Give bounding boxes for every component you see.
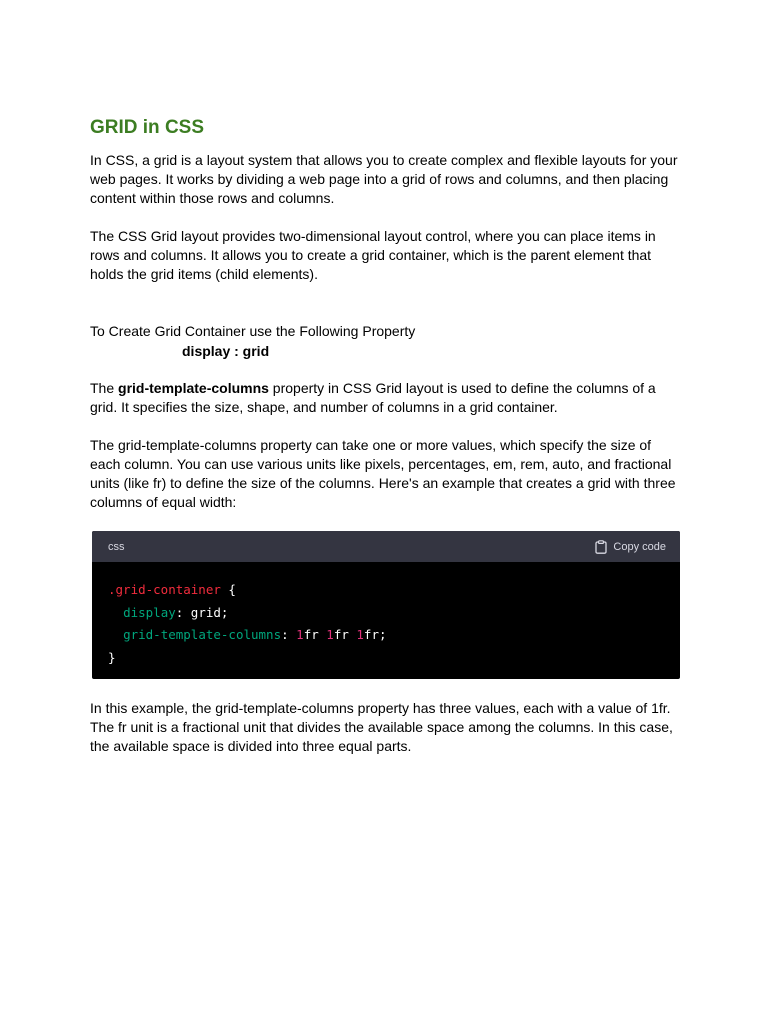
code-unit-1: fr — [303, 627, 327, 642]
grid-layout-paragraph: The CSS Grid layout provides two-dimensional layout control, where you can place items in rows and columns. It allows you to create a grid container, which is the parent element that holds the grid items (child elements). — [90, 228, 656, 282]
page-title: GRID in CSS — [90, 117, 205, 138]
code-value-display: : grid; — [175, 604, 229, 620]
display-grid-property: display : grid — [182, 343, 270, 359]
code-line-2 — [108, 602, 664, 625]
code-colon: : — [281, 627, 297, 642]
template-columns-bold: grid-template-columns — [118, 380, 269, 396]
code-block — [92, 531, 680, 679]
code-number-2: 1 — [326, 627, 334, 642]
code-line-4 — [108, 647, 664, 670]
create-container-paragraph: To Create Grid Container use the Following Property — [90, 323, 416, 339]
clipboard-icon — [595, 540, 607, 554]
code-line-3 — [108, 624, 664, 647]
values-paragraph: The grid-template-columns property can take one or more values, which specify the size of each column. You can use various units like pixels, percentages, em, rem, auto, and fractional units (like fr) to define the size of the columns. Here's an example that creates a grid with three columns of equal width: — [90, 437, 676, 510]
code-property-display: display — [123, 604, 176, 620]
code-number-1: 1 — [296, 627, 304, 642]
code-header — [92, 531, 680, 562]
copy-code-button[interactable] — [595, 540, 666, 554]
intro-paragraph: In CSS, a grid is a layout system that allows you to create complex and flexible layouts for your web pages. It works by dividing a web page into a grid of rows and columns, and then placing content within those rows and columns. — [90, 152, 678, 206]
example-explanation-paragraph: In this example, the grid-template-columns property has three values, each with a value of 1fr. The fr unit is a fractional unit that divides the available space among the columns. In this case, the available space is divided into three equal parts. — [90, 700, 673, 754]
copy-code-label: Copy code — [613, 540, 666, 553]
code-close-brace: } — [108, 649, 116, 665]
code-unit-3: fr; — [363, 627, 387, 642]
code-content[interactable] — [92, 562, 680, 669]
code-selector: .grid-container — [108, 582, 221, 597]
code-line-1 — [108, 579, 664, 602]
template-columns-suffix: property in CSS Grid layout is used to define the columns of a grid. It specifies the size, shape, and number of columns in a grid container. — [90, 380, 656, 415]
template-columns-prefix: The — [90, 380, 119, 396]
document-page — [90, 116, 682, 756]
code-unit-2: fr — [333, 627, 357, 642]
template-columns-paragraph — [90, 379, 682, 417]
code-open-brace: { — [220, 582, 236, 597]
code-property-columns: grid-template-columns — [123, 627, 282, 642]
code-number-3: 1 — [356, 627, 364, 642]
code-language-label: css — [108, 540, 125, 553]
